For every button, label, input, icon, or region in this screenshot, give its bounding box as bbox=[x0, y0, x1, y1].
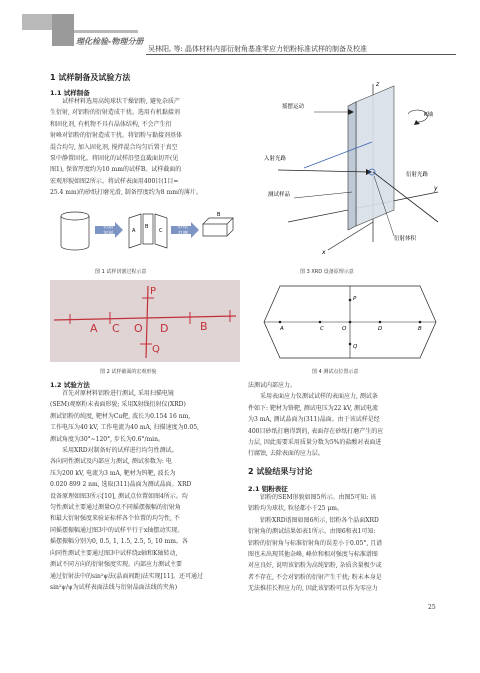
fig3-volume-label: 衍射体积 bbox=[394, 236, 417, 242]
fig4-point-d: D bbox=[378, 326, 383, 332]
section-1-1-heading: 1.1 试样制备 bbox=[50, 89, 90, 97]
fig2-point-c: C bbox=[112, 322, 120, 335]
fig1-grind-label: 砂纸 bbox=[178, 224, 189, 230]
figure-3-diagram bbox=[248, 72, 448, 262]
section-2-1-heading: 2.1 铝粉表征 bbox=[248, 485, 288, 493]
fig3-k-axis-label: K轴 bbox=[424, 112, 434, 118]
section-1-2-body: 首先对原材料铝粉进行测试, 采用扫描电镜 (SEM)观察粉末表面形貌; 采用X射线衍射仪(XRD) 测试铝粉的纯度, 靶材为Cu靶, 波长为0.154 16 nm, 工作电压为40 kV, 工作电流为40 mA, 扫描速度为0.05, 测试角度为30°~120°, 步长为0.6°/min。 采用XRD对制备好的试样进行均匀性测试。 各向同性测试及内部应力测试, 测试参数为: 电 压为200 kV, 电流为3 mA, 靶材为钨靶, 波长为 0.020 899 2 nm, 选取(311)晶面为测试晶面。XRD 设备原理如图3所示[10], 测试点位置如图4所示。均 匀性测试主要通过测量O点不同摇摆振幅的衍射角 和最大衍射强度来验证标样各个位置的均匀性, 不 同摇摆振幅通过图3中的试样平行于x轴摆动实现。 摇摆振幅分别为0, 0.5, 1, 1.5, 2.5, 5, 10 mm。各 向同性测试主要通过图3中试样绕z轴和K轴转动, 测试不同方向的衍射强度实现。内部应力测试主要 通过衍射法中的sin²ψ法(晶面间距)法实现[11]。还可通过 sin²ψ/ψ为试样表面法线与衍射晶面法线的夹角) bbox=[50, 390, 203, 591]
fig3-axis-y: y bbox=[434, 185, 438, 192]
fig2-point-a: A bbox=[90, 322, 98, 335]
header-rule bbox=[146, 54, 456, 55]
section-1-1-body: 试样材料选用高纯球状干燥铝粉, 避免杂质产 生衍射, 对铝粉的衍射造成干扰。选用有机黏接剂 和固化剂, 有机物不具有晶体结构, 不会产生衍 射峰对铝粉的衍射造成干扰。将铝粉与黏接剂基体 混合均匀, 加入固化剂, 搅拌混合均匀后置于真空 泵中静置固化。将固化的试样沿竖直截面切开(见 图1), 保留厚度约为10 mm的试样B。试样截面的 宏观形貌如图2所示。将试样表面用400目(1目= 25.4 mm)的砂纸打磨光滑, 制备厚度约为8 mm的薄片。 bbox=[50, 98, 202, 197]
fig2-point-p: P bbox=[150, 286, 157, 297]
figure-1-diagram bbox=[55, 202, 235, 262]
fig3-incident-label: 入射光路 bbox=[264, 156, 287, 162]
journal-logo-text: 理化检验-物理分册 bbox=[76, 37, 144, 46]
fig3-axis-x: x bbox=[322, 249, 326, 256]
figure-4-caption: 图 4 测试点位置示意 bbox=[312, 369, 359, 375]
fig2-point-q: Q bbox=[152, 344, 160, 355]
fig1-piece-a: A bbox=[132, 228, 136, 234]
fig1-slab-label: B bbox=[217, 212, 221, 218]
fig4-point-p: P bbox=[353, 296, 357, 302]
fig1-grind-label-2: 打磨 bbox=[178, 231, 189, 237]
figure-2-caption: 图 2 试样截面的宏观形貌 bbox=[100, 369, 157, 375]
fig4-point-q: Q bbox=[353, 344, 358, 350]
journal-logo bbox=[22, 10, 144, 46]
section-1-heading: 1 试样制备及试验方法 bbox=[50, 73, 131, 82]
section-1-2-heading: 1.2 试验方法 bbox=[50, 381, 90, 389]
fig4-point-o: O bbox=[342, 326, 347, 332]
page-number: 25 bbox=[428, 604, 436, 611]
fig1-cut-label-2: 加剂 bbox=[103, 231, 114, 237]
fig1-piece-c: C bbox=[159, 228, 163, 234]
figure-2-photo bbox=[50, 280, 240, 362]
fig3-swing-label: 摇摆运动 bbox=[282, 104, 305, 110]
section-2-heading: 2 试验结果与讨论 bbox=[248, 467, 313, 476]
fig4-point-b: B bbox=[418, 326, 422, 332]
fig3-sample-label: 测试样品 bbox=[268, 192, 291, 198]
fig3-diffract-label: 衍射光路 bbox=[406, 172, 429, 178]
fig4-point-c: C bbox=[320, 326, 324, 332]
right-column-body-top: 法测试内部应力。 采用表面应力仪测试试样的表面应力, 测试条 件如下: 靶材为铬靶, 测试电压为22 kV, 测试电流 为3 mA, 测试晶面为(311)晶面。由于该试样是经 400目砂纸打磨得到的, 表面存在砂纸打磨产生的应 力层, 因此需要采用质量分数为5%的盐酸对表面进 行腐蚀, 去除表面的应力层。 bbox=[248, 382, 384, 458]
fig2-point-b: B bbox=[200, 320, 208, 333]
fig4-point-a: A bbox=[280, 326, 284, 332]
figure-3-caption: 图 3 XRD 设备原理示意 bbox=[300, 269, 354, 275]
figure-4-diagram bbox=[260, 282, 440, 362]
fig3-axis-z: z bbox=[376, 81, 380, 88]
running-title: 吴林阳, 等: 晶体材料内部衍射角基准零应力铝粉标准试样的制备及校准 bbox=[148, 45, 368, 53]
fig2-point-o: O bbox=[134, 322, 143, 335]
section-2-1-body: 铝粉的SEM形貌如图5所示。由图5可知: 该 铝粉均为球状, 粒径都小于25 μm。 铝粉XRD谱图如图6所示, 铝粉各个晶面XRD 衍射角的测试结果如表1所示。由图6和表1可知: 铝粉的衍射角与标准衍射角的误差小于0.05°, 且谱 图也未出现其他杂峰, 峰位和相对强度与标准谱图 对应良好, 说明该铝粉为高纯铝粉, 杂质含量极少或 者不存在, 不会对铝粉的衍射产生干扰; 粉末本身是 无法推挂长程应力的, 因此该铝粉可以作为零应力 bbox=[248, 494, 383, 593]
fig1-piece-b: B bbox=[145, 224, 149, 230]
fig2-point-d: D bbox=[160, 322, 169, 335]
figure-1-caption: 图 1 试样切割过程示意 bbox=[95, 269, 147, 275]
fig1-cut-label: 切割 bbox=[103, 224, 114, 230]
